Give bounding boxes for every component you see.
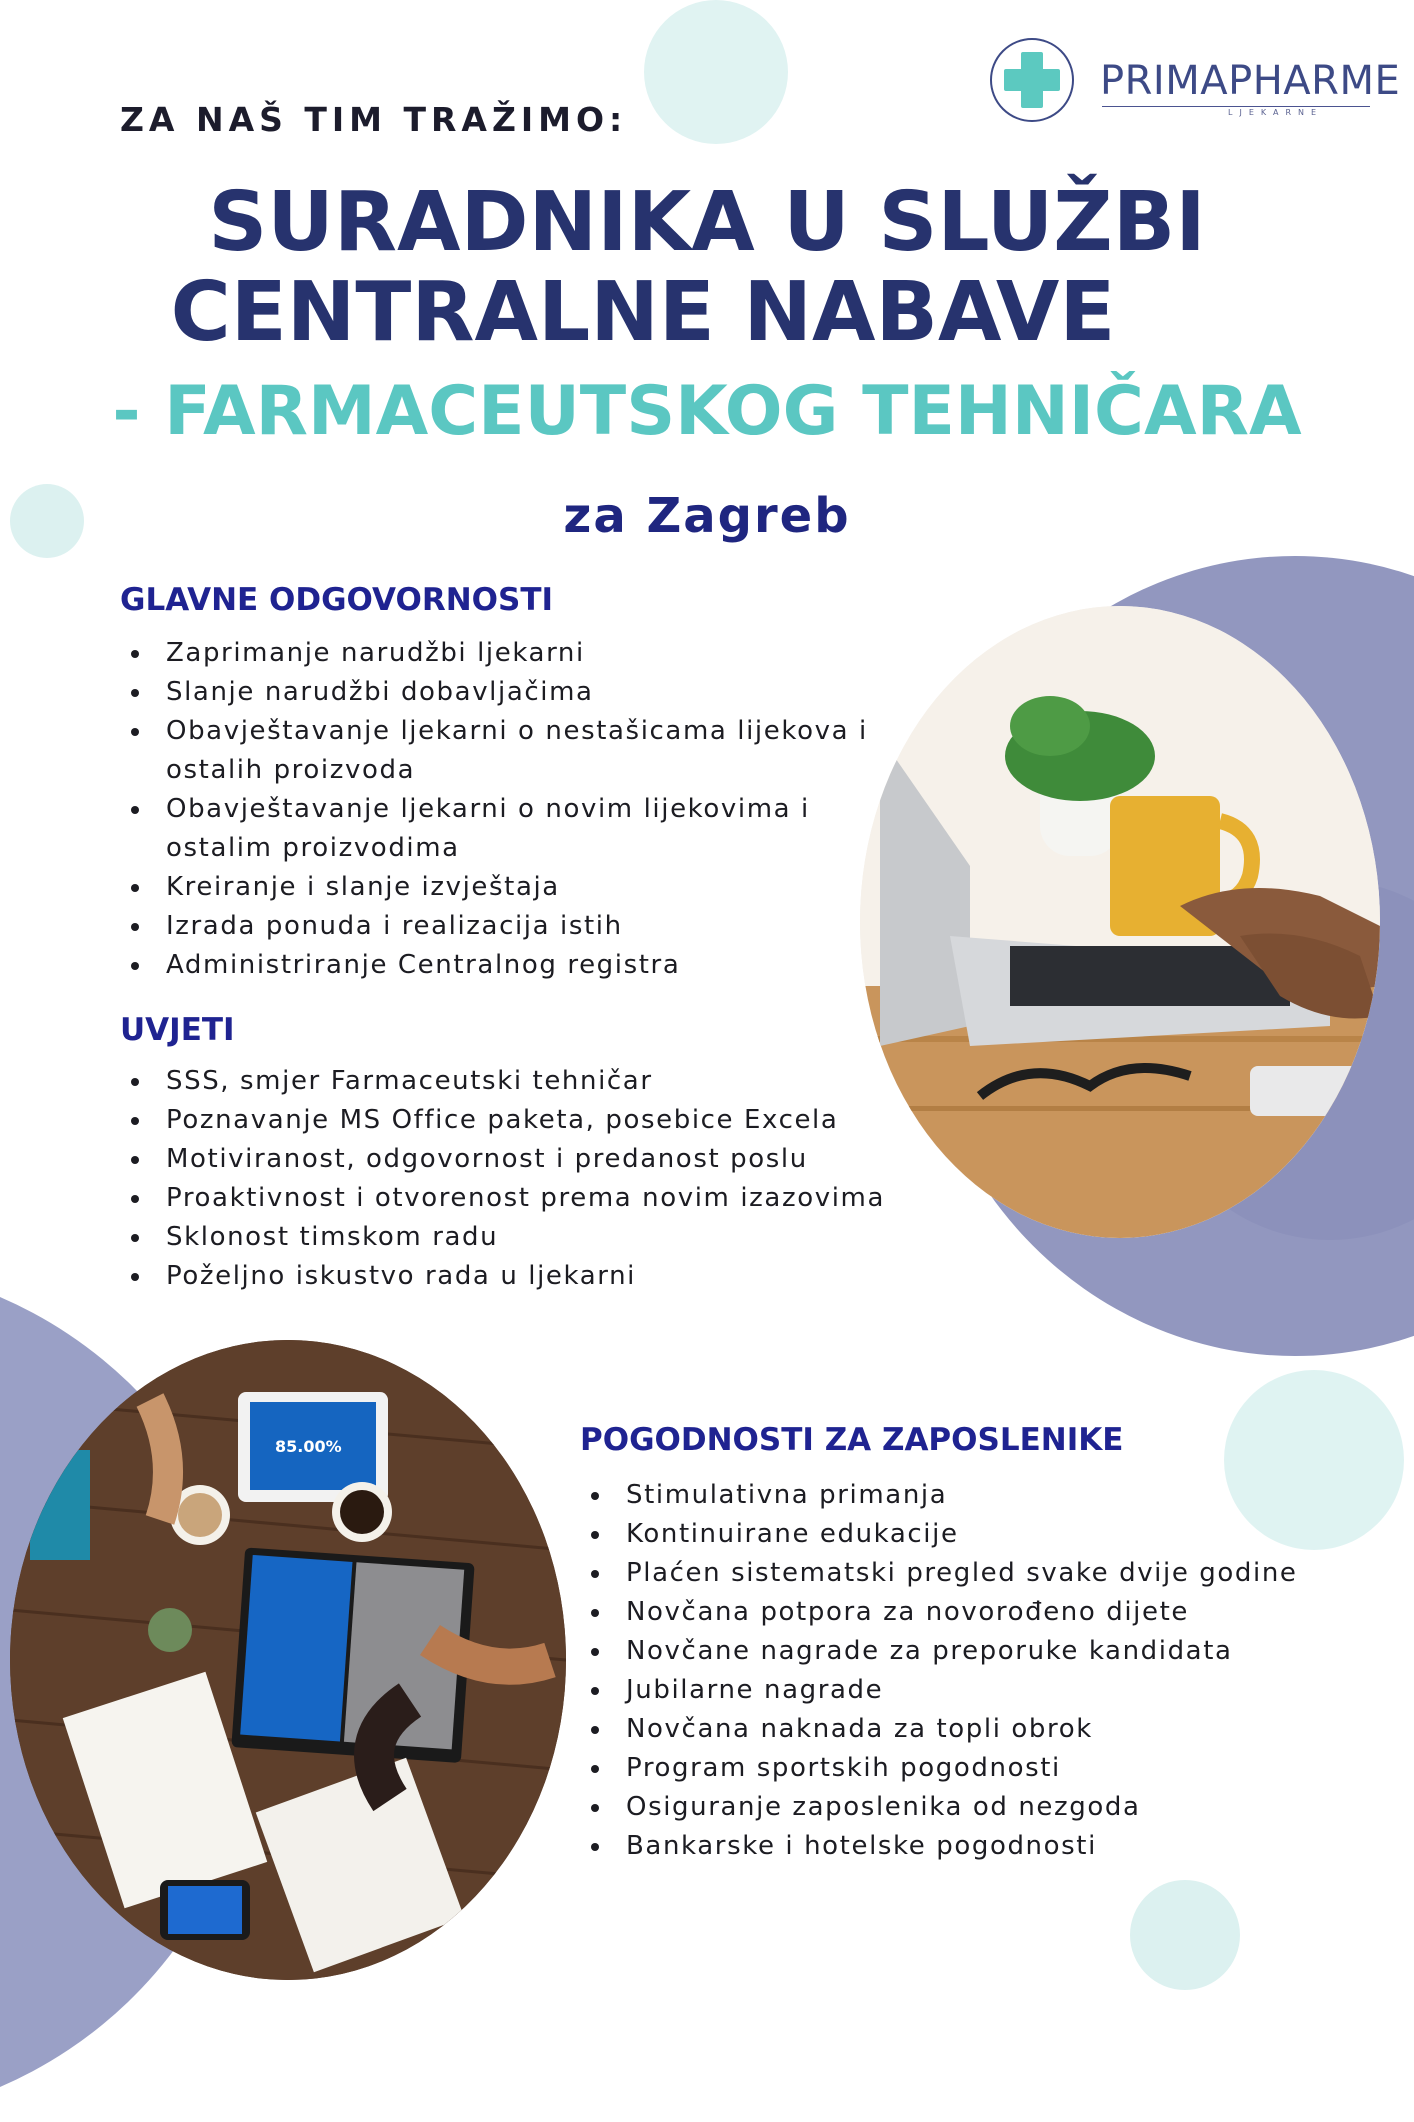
- logo-divider: [1102, 106, 1370, 107]
- list-item: SSS, smjer Farmaceutski tehničar: [120, 1062, 920, 1101]
- tablet-screen-value: 85.00%: [275, 1437, 342, 1456]
- list-item: Kontinuirane edukacije: [580, 1515, 1400, 1554]
- list-item: Osiguranje zaposlenika od nezgoda: [580, 1788, 1400, 1827]
- conditions-list: [120, 1062, 920, 1296]
- benefits-heading: POGODNOSTI ZA ZAPOSLENIKE: [580, 1422, 1124, 1458]
- list-item: Proaktivnost i otvorenost prema novim izazovima: [120, 1179, 920, 1218]
- list-item: Poznavanje MS Office paketa, posebice Excela: [120, 1101, 920, 1140]
- photo-team-desk: [10, 1340, 566, 1980]
- list-item: Plaćen sistematski pregled svake dvije godine: [580, 1554, 1400, 1593]
- list-item: Bankarske i hotelske pogodnosti: [580, 1827, 1400, 1866]
- list-item: Novčane nagrade za preporuke kandidata: [580, 1632, 1400, 1671]
- responsibilities-heading: GLAVNE ODGOVORNOSTI: [120, 582, 554, 618]
- list-item: Jubilarne nagrade: [580, 1671, 1400, 1710]
- list-item: Kreiranje i slanje izvještaja: [120, 868, 880, 907]
- list-item: Obavještavanje ljekarni o novim lijekovima i ostalim proizvodima: [120, 790, 880, 868]
- list-item: Poželjno iskustvo rada u ljekarni: [120, 1257, 920, 1296]
- list-item: Motiviranost, odgovornost i predanost poslu: [120, 1140, 920, 1179]
- job-title-line1: SURADNIKA U SLUŽBI: [208, 175, 1206, 270]
- list-item: Obavještavanje ljekarni o nestašicama lijekova i ostalih proizvoda: [120, 712, 880, 790]
- job-subtitle: - FARMACEUTSKOG TEHNIČARA: [112, 372, 1302, 451]
- list-item: Slanje narudžbi dobavljačima: [120, 673, 880, 712]
- list-item: Stimulativna primanja: [580, 1476, 1400, 1515]
- list-item: Sklonost timskom radu: [120, 1218, 920, 1257]
- benefits-list: [580, 1476, 1400, 1866]
- list-item: Zaprimanje narudžbi ljekarni: [120, 634, 880, 673]
- job-title-line2: CENTRALNE NABAVE: [170, 265, 1116, 360]
- decor-circle-bottom: [1130, 1880, 1240, 1990]
- list-item: Novčana potpora za novorođeno dijete: [580, 1593, 1400, 1632]
- photo-laptop-typing-illustration: [860, 606, 1380, 1238]
- photo-laptop-typing: [860, 606, 1380, 1238]
- kicker: ZA NAŠ TIM TRAŽIMO:: [120, 100, 628, 139]
- list-item: Izrada ponuda i realizacija istih: [120, 907, 880, 946]
- responsibilities-list: [120, 634, 880, 985]
- list-item: Administriranje Centralnog registra: [120, 946, 880, 985]
- job-location: za Zagreb: [563, 488, 851, 544]
- photo-team-desk-illustration: [10, 1340, 566, 1980]
- list-item: Novčana naknada za topli obrok: [580, 1710, 1400, 1749]
- logo-name: PRIMAPHARME: [1100, 58, 1401, 104]
- pharmacy-cross-icon: [988, 36, 1076, 124]
- list-item: Program sportskih pogodnosti: [580, 1749, 1400, 1788]
- decor-circle-top: [644, 0, 788, 144]
- conditions-heading: UVJETI: [120, 1012, 235, 1048]
- logo-tagline: LJEKARNE: [1228, 108, 1324, 117]
